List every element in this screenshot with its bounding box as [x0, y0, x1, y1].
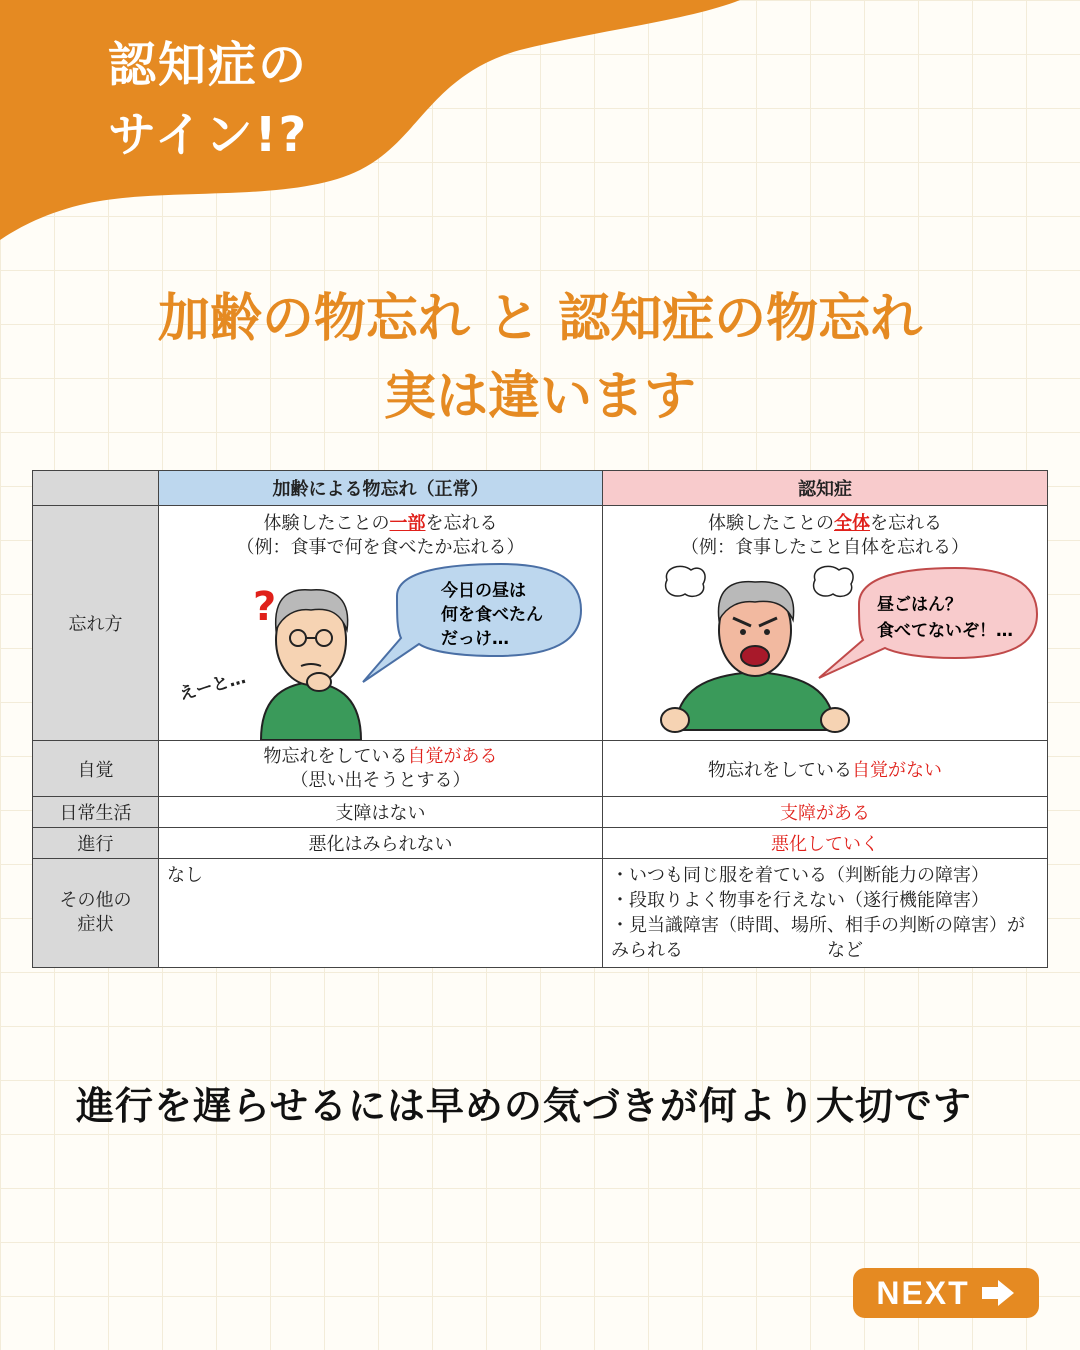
next-button[interactable] [853, 1268, 1039, 1318]
angry-elder-illustration [605, 560, 1045, 740]
svg-text:だっけ…: だっけ… [440, 629, 509, 649]
cell-dementia-other: ・いつも同じ服を着ている（判断能力の障害） ・段取りよく物事を行えない（遂行機能障害） ・見当識障害（時間、場所、相手の判断の障害）が みられる など [603, 859, 1048, 968]
headline [0, 280, 1080, 436]
comparison-table [32, 470, 1048, 968]
headline-line1: 加齢の物忘れ と 認知症の物忘れ [157, 289, 923, 349]
next-label: NEXT [876, 1274, 970, 1311]
cell-normal-progress: 悪化はみられない [159, 828, 603, 859]
svg-text:食べてないぞ！…: 食べてないぞ！… [877, 621, 1013, 641]
row-label-other: その他の 症状 [33, 859, 159, 968]
cell-normal-other: なし [159, 859, 603, 968]
row-label-progress: 進行 [33, 828, 159, 859]
cell-dementia-forget: 体験したことの全体を忘れる （例：食事したこと自体を忘れる） 昼ごはん？ 食べてないぞ！… [603, 506, 1048, 741]
svg-text:今日の昼は: 今日の昼は [440, 581, 526, 601]
puff-icon [814, 566, 854, 596]
svg-text:えーと…: えーと… [176, 667, 248, 705]
svg-text:何を食べたん: 何を食べたん [440, 605, 543, 625]
row-label-awareness: 自覚 [33, 741, 159, 797]
question-mark-icon: ? [252, 584, 276, 630]
row-label-forget: 忘れ方 [33, 506, 159, 741]
confused-elder-illustration [161, 560, 601, 740]
cell-normal-forget: 体験したことの一部を忘れる （例：食事で何を食べたか忘れる） ? えーと… 今日の昼は 何を食べたん だっけ… [159, 506, 603, 741]
headline-line2: 実は違います [383, 367, 696, 427]
svg-text:昼ごはん？: 昼ごはん？ [877, 595, 962, 615]
row-label-daily: 日常生活 [33, 797, 159, 828]
puff-icon [666, 566, 706, 596]
header-blank [33, 471, 159, 506]
cell-dementia-awareness: 物忘れをしている自覚がない [603, 741, 1048, 797]
header-normal: 加齢による物忘れ（正常） [159, 471, 603, 506]
corner-title: 認知症の サイン!? [108, 37, 309, 163]
header-dementia: 認知症 [603, 471, 1048, 506]
cell-normal-daily: 支障はない [159, 797, 603, 828]
cell-dementia-daily: 支障がある [603, 797, 1048, 828]
closing-message: 進行を遅らせるには早めの気づきが何より大切です [76, 1084, 972, 1128]
arrow-right-icon [980, 1278, 1016, 1308]
cell-dementia-progress: 悪化していく [603, 828, 1048, 859]
cell-normal-awareness: 物忘れをしている自覚がある （思い出そうとする） [159, 741, 603, 797]
